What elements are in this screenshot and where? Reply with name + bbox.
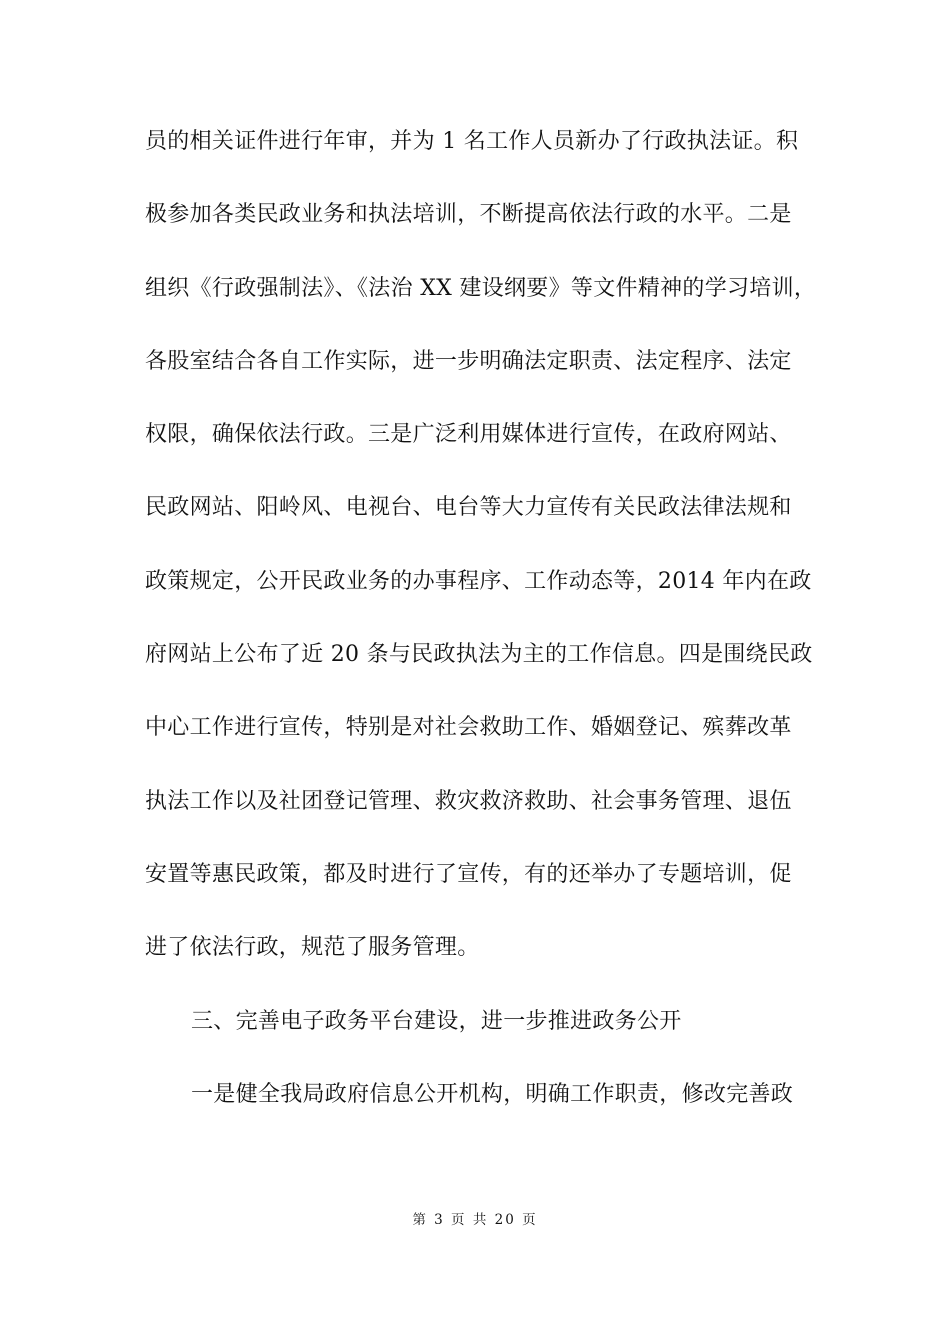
paragraph-line: 组织《行政强制法》、《法治 XX 建设纲要》等文件精神的学习培训， [145, 275, 817, 301]
paragraph-line: 府网站上公布了近 20 条与民政执法为主的工作信息。四是围绕民政 [145, 642, 813, 668]
paragraph-line: 民政网站、阳岭风、电视台、电台等大力宣传有关民政法律法规和 [145, 495, 792, 521]
page-number-footer: 第 3 页 共 20 页 [412, 1212, 538, 1228]
body-text [145, 105, 825, 1131]
paragraph-line: 安置等惠民政策，都及时进行了宣传，有的还举办了专题培训，促 [145, 861, 792, 887]
paragraph-line: 权限，确保依法行政。三是广泛利用媒体进行宣传，在政府网站、 [145, 422, 792, 448]
paragraph-line: 极参加各类民政业务和执法培训，不断提高依法行政的水平。二是 [145, 202, 792, 228]
paragraph-line: 一是健全我局政府信息公开机构，明确工作职责，修改完善政 [191, 1081, 794, 1107]
paragraph-line: 员的相关证件进行年审，并为 1 名工作人员新办了行政执法证。积 [145, 129, 799, 154]
paragraph-line: 各股室结合各自工作实际，进一步明确法定职责、法定程序、法定 [145, 348, 792, 374]
paragraph-line: 政策规定，公开民政业务的办事程序、工作动态等，2014 年内在政 [145, 568, 812, 594]
paragraph-line: 中心工作进行宣传，特别是对社会救助工作、婚姻登记、殡葬改革 [145, 715, 792, 741]
paragraph-line: 执法工作以及社团登记管理、救灾救济救助、社会事务管理、退伍 [145, 788, 792, 814]
section-heading: 三、完善电子政务平台建设，进一步推进政务公开 [191, 1008, 682, 1034]
paragraph-line: 进了依法行政，规范了服务管理。 [145, 935, 480, 961]
